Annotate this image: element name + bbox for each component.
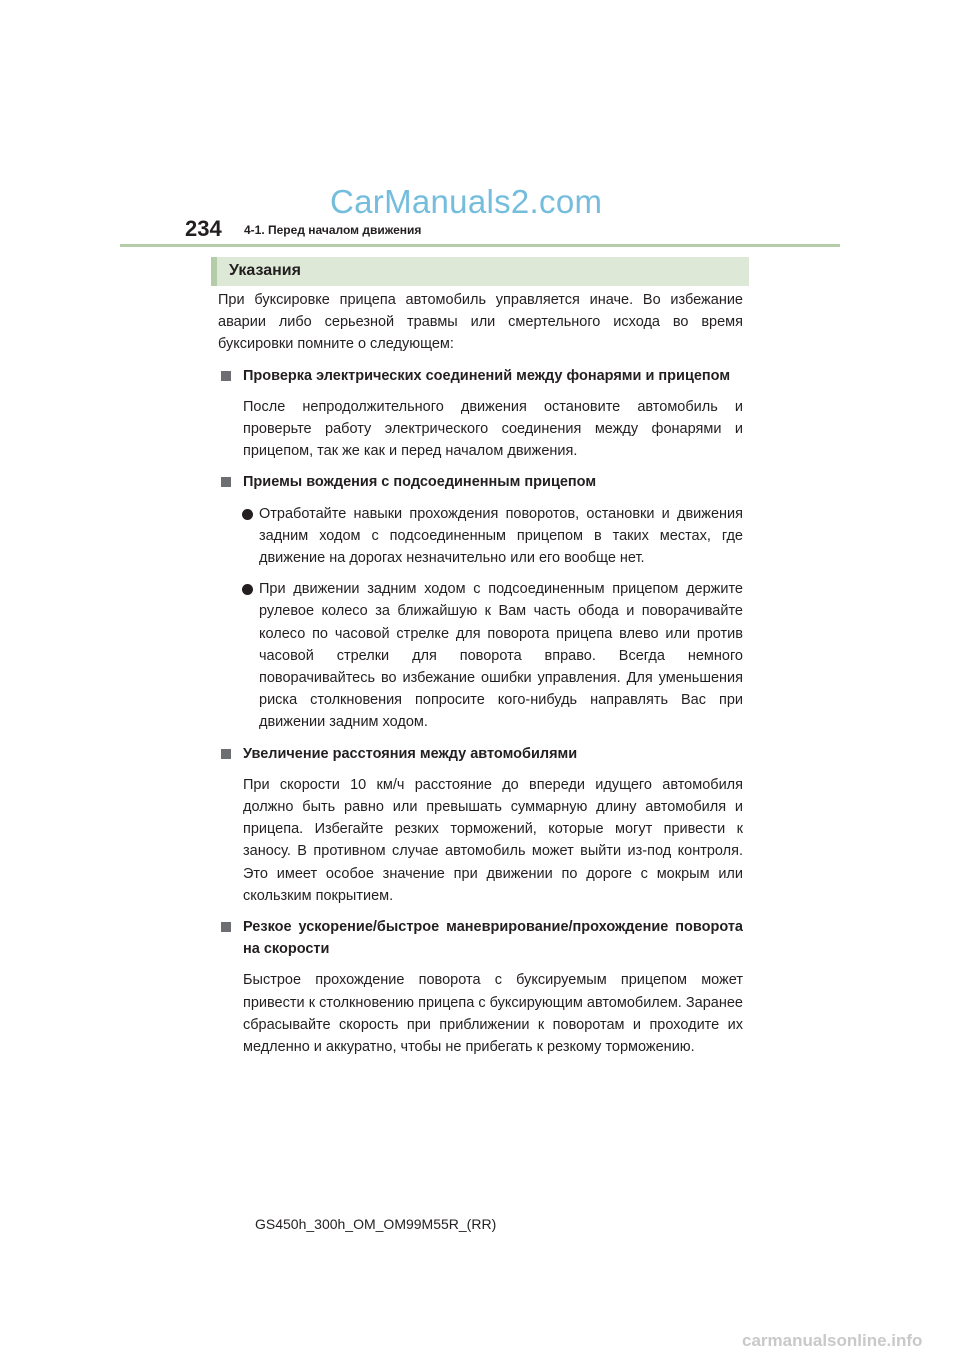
heading-electrical-check — [218, 365, 743, 387]
circle-bullet-icon — [242, 584, 253, 595]
bullet-item — [218, 578, 743, 733]
body-following-distance: При скорости 10 км/ч расстояние до впереди идущего автомобиля должно быть равно или превышать суммарную длину автомобиля и прицепа. Избегайте резких торможений, которые могут привести к заносу. В противном случае автомобиль может выйти из-под контроля. Это имеет особое значение при движении по дороге с мокрым или скользким покрытием. — [243, 776, 743, 904]
body-sudden-maneuvers: Быстрое прохождение поворота с буксируемым прицепом может привести к столкновению прицепа с буксирующим автомобилем. Заранее сбрасывайте скорость при приближении к поворотам и проходите их медленно и аккуратно, чтобы не прибегать к резкому торможению. — [243, 972, 743, 1056]
section-title: 4-1. Перед началом движения — [244, 223, 422, 237]
footer-document-id: GS450h_300h_OM_OM99M55R_(RR) — [255, 1216, 497, 1232]
notice-content — [218, 289, 743, 1067]
bullet-item — [218, 503, 743, 570]
page-number: 234 — [185, 216, 222, 241]
heading-text: Проверка электрических соединений между фонарями и прицепом — [243, 367, 731, 384]
square-bullet-icon — [221, 477, 231, 487]
heading-following-distance — [218, 743, 743, 765]
bullet-text: При движении задним ходом с подсоединенным прицепом держите рулевое колесо за ближайшую к Вам часть обода и поворачивайте колесо по часовой стрелке для поворота прицепа влево или против часовой стрелки для поворота вправо. Всегда немного поворачивайтесь во избежание ошибки управления. Для уменьшения риска столкновения попросите кого-нибудь направлять Вас при движении задним ходом. — [259, 581, 743, 731]
heading-text: Резкое ускорение/быстрое маневрирование/прохождение поворота на скорости — [243, 919, 743, 958]
heading-text: Приемы вождения с подсоединенным прицепом — [243, 474, 597, 491]
watermark-top: CarManuals2.com — [330, 183, 603, 220]
heading-sudden-maneuvers — [218, 916, 743, 960]
circle-bullet-icon — [242, 509, 253, 520]
square-bullet-icon — [221, 371, 231, 381]
heading-driving-techniques — [218, 471, 743, 493]
header-rule — [120, 244, 840, 247]
intro-paragraph: При буксировке прицепа автомобиль управляется иначе. Во избежание аварии либо серьезной травмы или смертельного исхода во время буксировки помните о следующем: — [218, 292, 743, 353]
bullet-text: Отработайте навыки прохождения поворотов, остановки и движения задним ходом с подсоединенным прицепом в таких местах, где движение на дорогах незначительно или его вообще нет. — [259, 505, 743, 567]
body-electrical-check: После непродолжительного движения остановите автомобиль и проверьте работу электрического соединения между фонарями и прицепом, так же как и перед началом движения. — [243, 398, 743, 460]
notice-title: Указания — [229, 262, 301, 279]
square-bullet-icon — [221, 922, 231, 932]
notice-bar — [211, 257, 749, 286]
square-bullet-icon — [221, 749, 231, 759]
watermark-bottom: carmanualsonline.info — [742, 1331, 923, 1350]
heading-text: Увеличение расстояния между автомобилями — [243, 745, 578, 762]
